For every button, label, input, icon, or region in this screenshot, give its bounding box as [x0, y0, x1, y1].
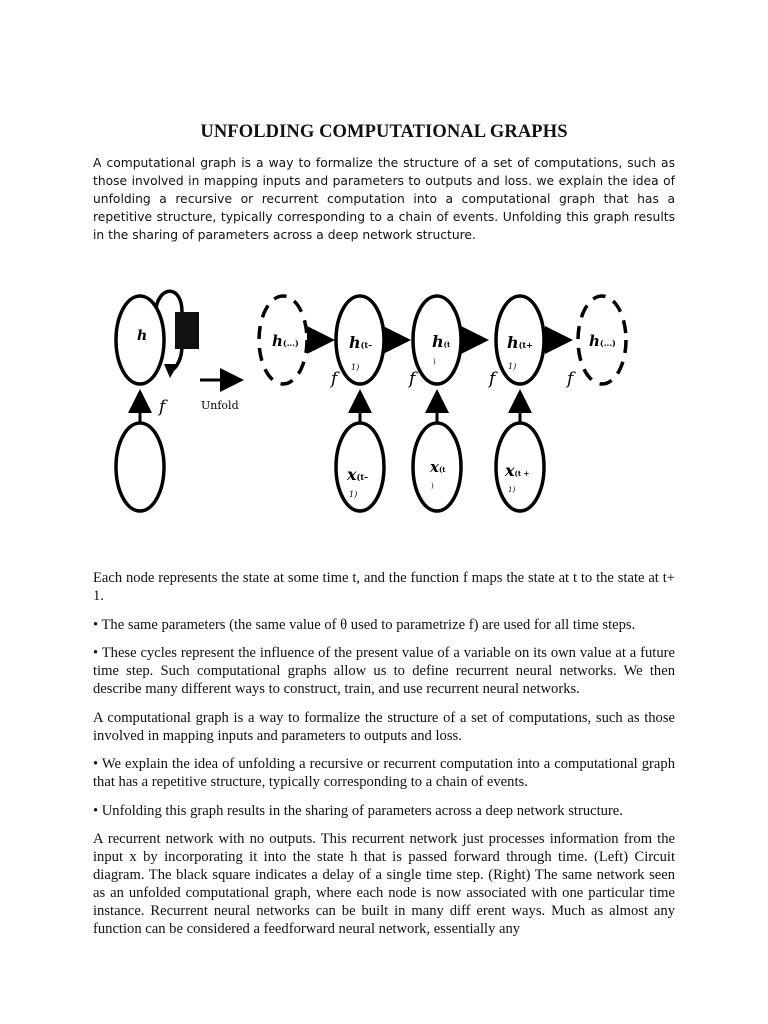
circuit-h-label: h	[137, 328, 148, 344]
h-t-plus-label: h	[507, 333, 519, 352]
svg-text:h(t+	[507, 333, 533, 352]
svg-text:h(...)	[272, 332, 299, 350]
x-t-plus-sub2: 1)	[508, 486, 516, 494]
svg-text:x(t	[429, 458, 446, 476]
f-label-2: f	[409, 369, 416, 389]
h-t-plus-sub2: 1)	[508, 362, 517, 371]
h-t-sub2: )	[433, 358, 436, 366]
svg-text:h(...)	[589, 332, 616, 350]
f-label-4: f	[567, 369, 574, 389]
svg-text:h(t	[432, 332, 451, 351]
x-t-plus-node	[496, 423, 544, 511]
loop-arrowhead	[164, 364, 178, 378]
h-prev-sub: (...)	[282, 338, 299, 348]
h-t-sub: (t	[443, 340, 451, 349]
circuit-x-node	[116, 423, 164, 511]
h-prev-label: h	[272, 332, 283, 350]
h-next-label: h	[589, 332, 600, 350]
h-t-minus-sub: (t–	[360, 340, 373, 350]
delay-square	[175, 312, 199, 349]
x-t-plus-label: x	[505, 461, 515, 480]
unfold-label: Unfold	[201, 399, 239, 412]
bullet-paragraph: • These cycles represent the influence of the present value of a variable on its own value at a future time step. Such computational graphs allow us to define recurrent neural networks. We then describe many different ways to construct, train, and use recurrent neural networks.	[93, 645, 675, 697]
unfolding-diagram	[95, 285, 640, 525]
bullet-paragraph: • The same parameters (the same value of θ used to parametrize f) are used for all time steps.	[93, 616, 636, 633]
page-title: UNFOLDING COMPUTATIONAL GRAPHS	[200, 122, 568, 142]
intro-paragraph: A computational graph is a way to formalize the structure of a set of computations, such as those involved in mapping inputs and parameters to outputs and loss. we explain the idea of unfolding a recursive or recurrent computation into a computational graph that has a repetitive structure, typically corresponding to a chain of events. Unfolding this graph results in the sharing of parameters across a deep network structure.	[93, 156, 675, 242]
f-label-1: f	[331, 369, 338, 389]
h-t-minus-label: h	[349, 333, 361, 352]
x-t-sub: (t	[438, 465, 446, 474]
x-t-minus-sub2: 1)	[349, 490, 358, 499]
bullet-paragraph: • We explain the idea of unfolding a recursive or recurrent computation into a computational graph that has a repetitive structure, typically corresponding to a chain of events.	[93, 756, 675, 790]
h-t-label: h	[432, 332, 444, 351]
f-label-3: f	[489, 369, 496, 389]
h-t-minus-sub2: 1)	[351, 363, 360, 372]
h-next-sub: (...)	[599, 338, 616, 348]
x-t-minus-sub: (t–	[356, 472, 369, 482]
x-t-minus-node	[336, 423, 384, 511]
body-text	[93, 569, 675, 949]
x-t-label: x	[430, 458, 439, 476]
x-t-minus-label: x	[347, 465, 357, 484]
paragraph: Each node represents the state at some time t, and the function f maps the state at t to the state at t+ 1.	[93, 570, 675, 604]
h-t-plus-sub: (t+	[518, 340, 533, 350]
x-t-sub2: )	[431, 482, 434, 490]
circuit-f-label: f	[159, 397, 166, 417]
paragraph: A recurrent network with no outputs. This recurrent network just processes information from the input x by incorporating it into the state h that is passed forward through time. (Left) Circuit diagram. The black square indicates a delay of a single time step. (Right) The same network seen as an unfolded computational graph, where each node is now associated with one particular time instance. Recurrent neural networks can be built in many diff erent ways. Much as almost any function can be considered a feedforward neural network, essentially any	[93, 831, 675, 937]
bullet-paragraph: • Unfolding this graph results in the sharing of parameters across a deep network structure.	[93, 802, 623, 819]
x-t-plus-sub: (t +	[514, 469, 530, 478]
svg-text:x(t–	[346, 465, 368, 484]
svg-text:x(t +	[504, 461, 530, 480]
paragraph: A computational graph is a way to formalize the structure of a set of computations, such as those involved in mapping inputs and parameters to outputs and loss.	[93, 709, 675, 744]
svg-text:h(t–	[349, 333, 372, 352]
